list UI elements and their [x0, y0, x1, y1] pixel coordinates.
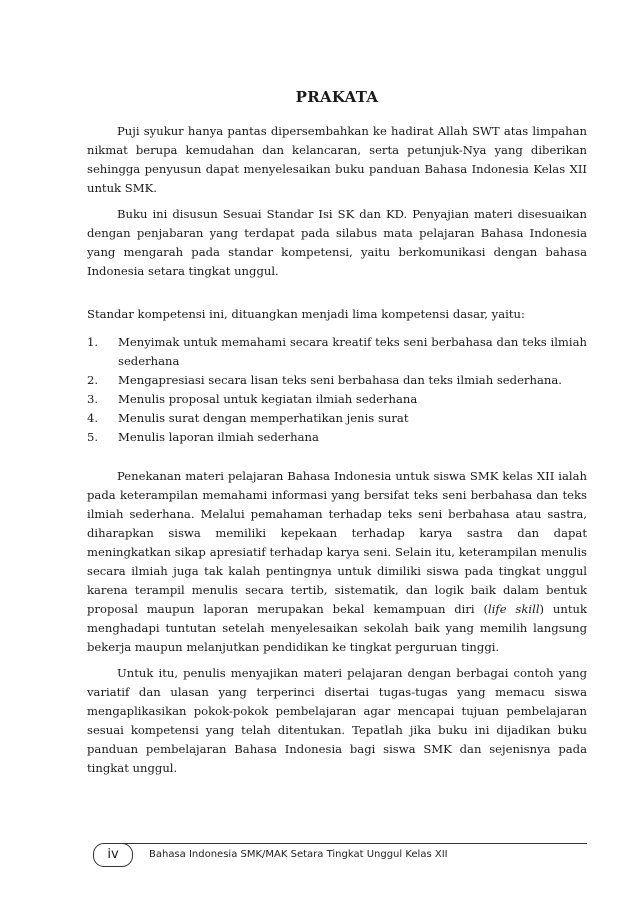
list-item-text: Mengapresiasi secara lisan teks seni berbahasa dan teks ilmiah sederhana.	[118, 373, 562, 387]
paragraph-4	[87, 467, 587, 657]
life-skill-term: life skill	[488, 602, 540, 616]
paragraph-2: Buku ini disusun Sesuai Standar Isi SK dan KD. Penyajian materi disesuaikan dengan penjabaran yang terdapat pada silabus mata pelajaran Bahasa Indonesia yang mengarah pada standar kompetensi, yaitu berkomunikasi dengan bahasa Indonesia setara tingkat unggul.	[87, 207, 587, 278]
list-item	[87, 409, 587, 428]
list-item	[87, 428, 587, 447]
list-item	[87, 390, 587, 409]
list-item-text: Menulis laporan ilmiah sederhana	[118, 430, 319, 444]
list-item-text: Menulis surat dengan memperhatikan jenis surat	[118, 411, 409, 425]
paragraph-5: Untuk itu, penulis menyajikan materi pelajaran dengan berbagai contoh yang variatif dan ulasan yang terperinci disertai tugas-tugas yang memacu siswa mengaplikasikan pokok-pokok pembelajaran agar mencapai tujuan pembelajaran sesuai kompetensi yang telah ditentukan. Tepatlah jika buku ini dijadikan buku panduan pembelajaran Bahasa Indonesia bagi siswa SMK dan sejenisnya pada tingkat unggul.	[87, 666, 587, 775]
page-title: PRAKATA	[295, 88, 379, 106]
list-item-number: 5.	[87, 430, 99, 444]
paragraph-3: Standar kompetensi ini, dituangkan menjadi lima kompetensi dasar, yaitu:	[87, 307, 525, 321]
page-footer	[87, 837, 587, 873]
list-item-number: 2.	[87, 373, 99, 387]
document-body	[87, 122, 587, 785]
list-item-number: 1.	[87, 335, 99, 349]
page-number: iv	[93, 843, 133, 867]
paragraph-4-text-b: ) untuk menghadapi tuntutan setelah menyelesaikan sekolah baik yang memilih langsung bekerja maupun melanjutkan pendidikan ke tingkat perguruan tinggi.	[87, 602, 587, 654]
list-item	[87, 371, 587, 390]
paragraph-1: Puji syukur hanya pantas dipersembahkan ke hadirat Allah SWT atas limpahan nikmat berupa kemudahan dan kelancaran, serta petunjuk-Nya yang diberikan sehingga penyusun dapat menyelesaikan buku panduan Bahasa Indonesia Kelas XII untuk SMK.	[87, 124, 587, 195]
footer-rule	[112, 843, 587, 844]
list-item	[87, 333, 587, 371]
competency-list	[87, 333, 587, 447]
list-item-number: 3.	[87, 392, 99, 406]
list-item-text: Menulis proposal untuk kegiatan ilmiah sederhana	[118, 392, 418, 406]
list-item-text: Menyimak untuk memahami secara kreatif teks seni berbahasa dan teks ilmiah sederhana	[118, 335, 587, 368]
list-item-number: 4.	[87, 411, 99, 425]
paragraph-4-text-a: Penekanan materi pelajaran Bahasa Indonesia untuk siswa SMK kelas XII ialah pada keterampilan memahami informasi yang bersifat teks seni berbahasa dan teks ilmiah sederhana. Melalui pemahaman terhadap teks seni berbahasa atau sastra, diharapkan siswa memiliki kepekaan terhadap karya sastra dan dapat meningkatkan sikap apresiatif terhadap karya seni. Selain itu, keterampilan menulis secara ilmiah juga tak kalah pentingnya untuk dimiliki siswa pada tingkat unggul karena terampil menulis secara tertib, sistematik, dan logik baik dalam bentuk proposal maupun laporan merupakan bekal kemampuan diri (	[87, 469, 587, 616]
footer-book-title: Bahasa Indonesia SMK/MAK Setara Tingkat Unggul Kelas XII	[149, 849, 448, 860]
